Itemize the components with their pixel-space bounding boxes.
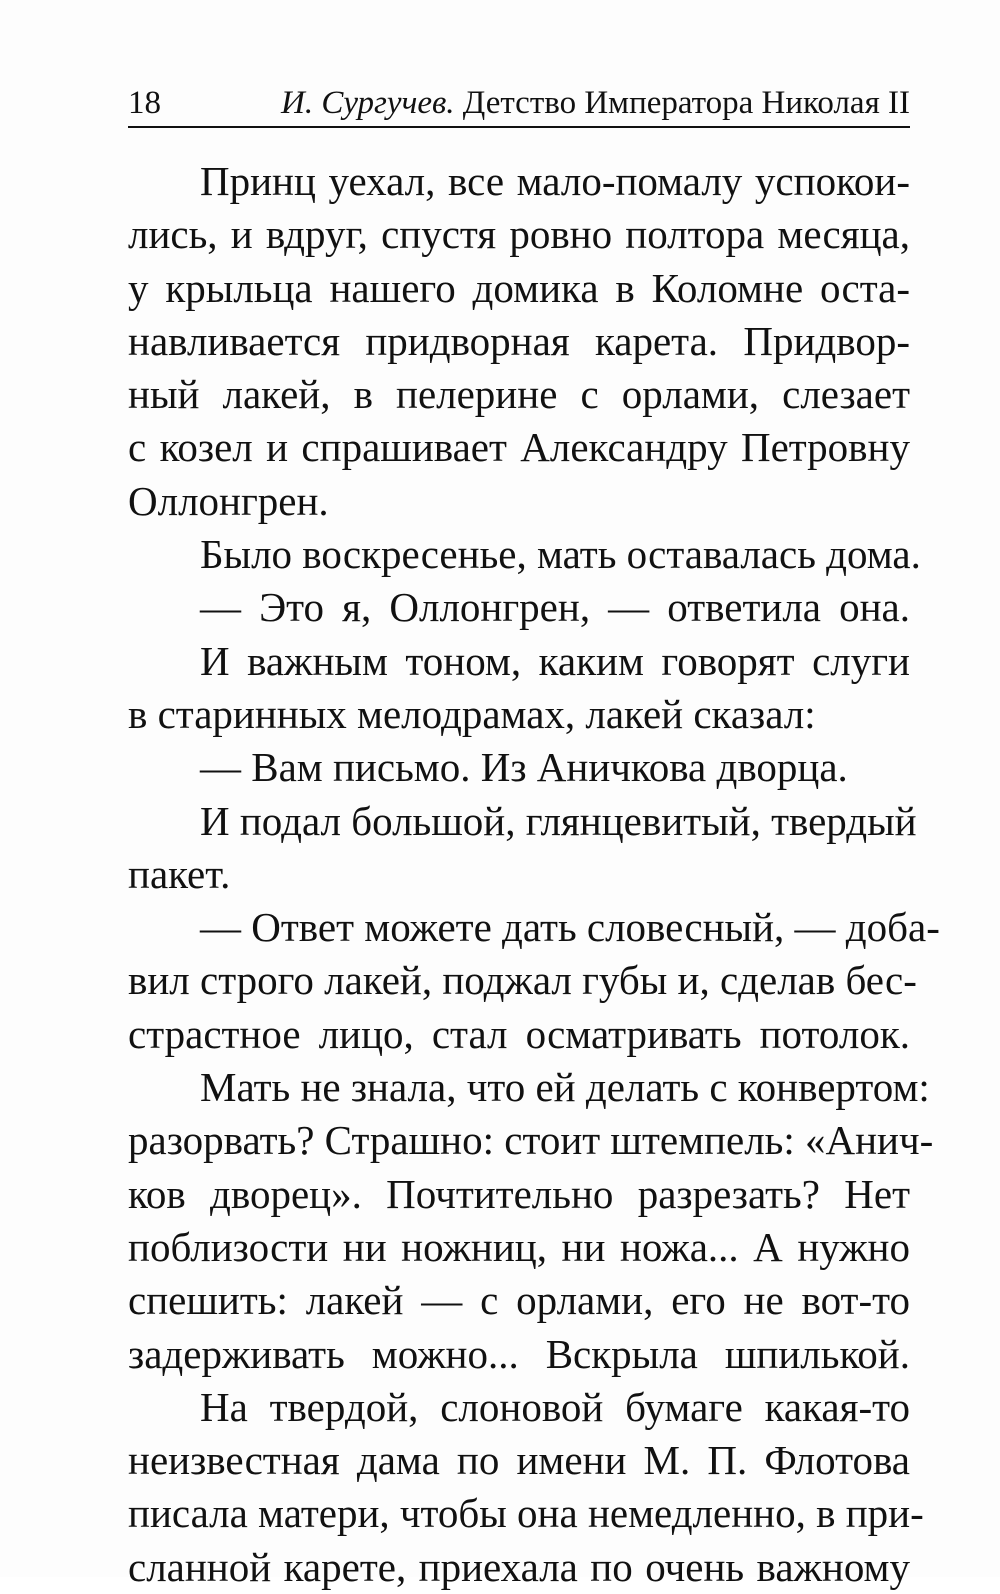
text-line: ков дворец». Почтительно разрезать? Нет <box>128 1170 910 1217</box>
text-line: навливается придворная карета. Придвор- <box>128 317 910 364</box>
text-line: у крыльца нашего домика в Коломне оста- <box>128 264 910 311</box>
text-line: в старинных мелодрамах, лакей сказал: <box>128 690 816 737</box>
text-line: лись, и вдруг, спустя ровно полтора месяца, <box>128 211 910 258</box>
text-line: задерживать можно... Вскрыла шпилькой. <box>128 1330 910 1377</box>
text-line: неизвестная дама по имени М. П. Флотова <box>128 1437 910 1484</box>
text-line: сланной карете, приехала по очень важному <box>128 1543 910 1590</box>
text-line: разорвать? Страшно: стоит штемпель: «Анич- <box>128 1117 934 1164</box>
text-line: — Ответ можете дать словесный, — доба- <box>200 904 940 951</box>
text-line: На твердой, слоновой бумаге какая-то <box>200 1383 910 1430</box>
book-title: Детство Императора Николая II <box>462 85 910 121</box>
text-line: Принц уехал, все мало-помалу успокои- <box>200 158 910 204</box>
text-line: с козел и спрашивает Александру Петровну <box>128 424 910 471</box>
text-line: писала матери, чтобы она немедленно, в при- <box>128 1490 924 1537</box>
text-line: ный лакей, в пелерине с орлами, слезает <box>128 371 910 418</box>
text-line: пакет. <box>128 850 231 897</box>
text-line: Было воскресенье, мать оставалась дома. <box>200 531 921 578</box>
text-line: поблизости ни ножниц, ни ножа... А нужно <box>128 1223 910 1270</box>
text-line: вил строго лакей, поджал губы и, сделав бес- <box>128 957 917 1004</box>
running-header <box>128 80 910 128</box>
running-head-title <box>281 84 910 122</box>
text-line: спешить: лакей — с орлами, его не вот-то <box>128 1277 910 1324</box>
text-line: И важным тоном, каким говорят слуги <box>200 637 910 684</box>
text-line: — Это я, Оллонгрен, — ответила она. <box>200 584 910 631</box>
text-line: Мать не знала, что ей делать с конвертом: <box>200 1064 930 1111</box>
page-number: 18 <box>128 85 161 121</box>
text-line: — Вам письмо. Из Аничкова дворца. <box>200 744 848 791</box>
author-name: И. Сургучев. <box>281 85 455 121</box>
text-line: И подал большой, глянцевитый, твердый <box>200 797 917 844</box>
text-line: страстное лицо, стал осматривать потолок. <box>128 1010 910 1057</box>
text-line: Оллонгрен. <box>128 477 329 524</box>
body-text <box>128 155 940 1594</box>
